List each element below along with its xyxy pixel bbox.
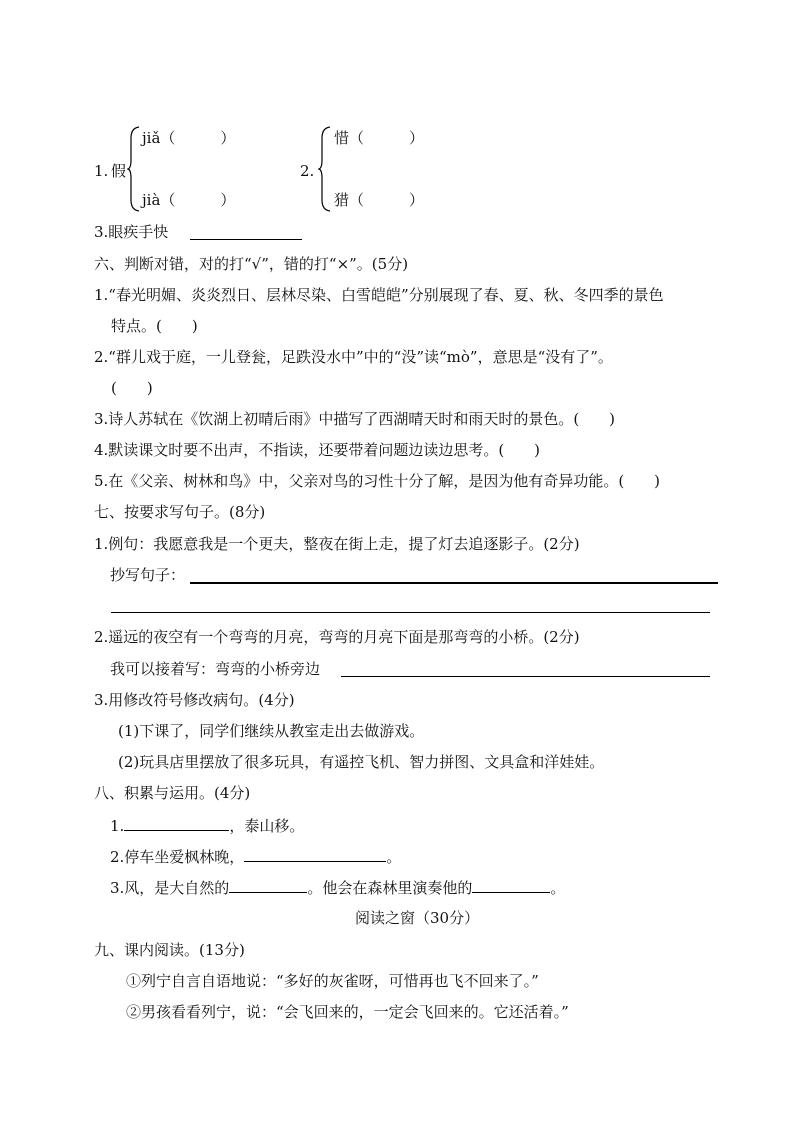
section7-q3: 3.用修改符号修改病句。(4分) — [94, 691, 295, 709]
reading-title: 阅读之窗（30分） — [355, 909, 480, 927]
section7-q3-sentence-2: (2)玩具店里摆放了很多玩具，有遥控飞机、智力拼图、文具盒和洋娃娃。 — [118, 753, 605, 771]
section8-q1-number: 1. — [110, 817, 125, 835]
section8-q2 — [110, 846, 401, 867]
section8-q1-blank[interactable] — [124, 815, 229, 831]
section8-q1-tail: ，泰山移。 — [229, 817, 305, 835]
copy-answer-line-1[interactable] — [190, 582, 718, 584]
section7-q2: 2.遥远的夜空有一个弯弯的月亮，弯弯的月亮下面是那弯弯的小桥。(2分) — [94, 628, 580, 646]
section8-q1 — [110, 815, 304, 836]
q1-number: 1. — [94, 162, 109, 180]
copy-answer-line-2[interactable] — [111, 612, 710, 613]
section9-heading: 九、课内阅读。(13分) — [94, 941, 245, 959]
q2-char-2: 猎（ ） — [334, 191, 425, 209]
section6-item-3: 3.诗人苏轼在《饮湖上初晴后雨》中描写了西湖晴天时和雨天时的景色。( ) — [94, 410, 616, 428]
section8-q2-head: 2.停车坐爱枫林晚， — [110, 848, 245, 866]
reading-paragraph-2: ②男孩看看列宁，说：“会飞回来的，一定会飞回来的。它还活着。” — [126, 1003, 569, 1021]
section6-item-1: 1.“春光明媚、炎炎烈日、层林尽染、白雪皑皑”分别展现了春、夏、秋、冬四季的景色 — [94, 286, 664, 304]
section6-item-5: 5.在《父亲、树林和鸟》中，父亲对鸟的习性十分了解，是因为他有奇异功能。( ) — [94, 472, 661, 490]
section7-q1-copy-label: 抄写句子： — [110, 566, 186, 584]
section6-item-1-cont: 特点。( ) — [111, 317, 198, 335]
q2-char-1: 惜（ ） — [334, 129, 425, 147]
q3-idiom: 3.眼疾手快 — [94, 223, 169, 241]
section8-q3-blank-1[interactable] — [229, 877, 307, 893]
q2-brace — [318, 126, 332, 212]
section8-q3 — [110, 877, 565, 898]
section8-q3-tail: 。 — [550, 879, 566, 897]
q1-pinyin-1: jiǎ（ ） — [142, 129, 236, 147]
section8-q3-mid: 。他会在森林里演奏他的 — [307, 879, 473, 897]
q1-brace — [127, 126, 141, 212]
section7-q2-continue: 我可以接着写：弯弯的小桥旁边 — [110, 660, 321, 678]
section7-q3-sentence-1: (1)下课了，同学们继续从教室走出去做游戏。 — [118, 722, 425, 740]
section7-q1: 1.例句：我愿意我是一个更夫，整夜在街上走，提了灯去追逐影子。(2分) — [94, 535, 580, 553]
section8-q3-blank-2[interactable] — [472, 877, 550, 893]
section8-q2-blank[interactable] — [244, 846, 386, 862]
q1-character: 假 — [111, 162, 127, 180]
section8-heading: 八、积累与运用。(4分) — [94, 784, 251, 802]
q2-number: 2. — [300, 162, 315, 180]
continue-answer-line[interactable] — [341, 676, 710, 677]
section6-heading: 六、判断对错，对的打“√”，错的打“×”。(5分) — [94, 255, 409, 273]
section8-q3-head: 3.风，是大自然的 — [110, 879, 230, 897]
q3-answer-line[interactable] — [190, 239, 302, 240]
section6-item-2-cont: ( ) — [111, 379, 153, 397]
section8-q2-tail: 。 — [386, 848, 402, 866]
q1-pinyin-2: jià（ ） — [142, 191, 236, 209]
reading-paragraph-1: ①列宁自言自语地说：“多好的灰雀呀，可惜再也飞不回来了。” — [126, 972, 539, 990]
section6-item-4: 4.默读课文时要不出声，不指读，还要带着问题边读边思考。( ) — [94, 441, 541, 459]
section6-item-2: 2.“群儿戏于庭，一儿登瓮，足跌没水中”中的“没”读“mò”，意思是“没有了”。 — [94, 348, 613, 366]
section7-heading: 七、按要求写句子。(8分) — [94, 503, 266, 521]
